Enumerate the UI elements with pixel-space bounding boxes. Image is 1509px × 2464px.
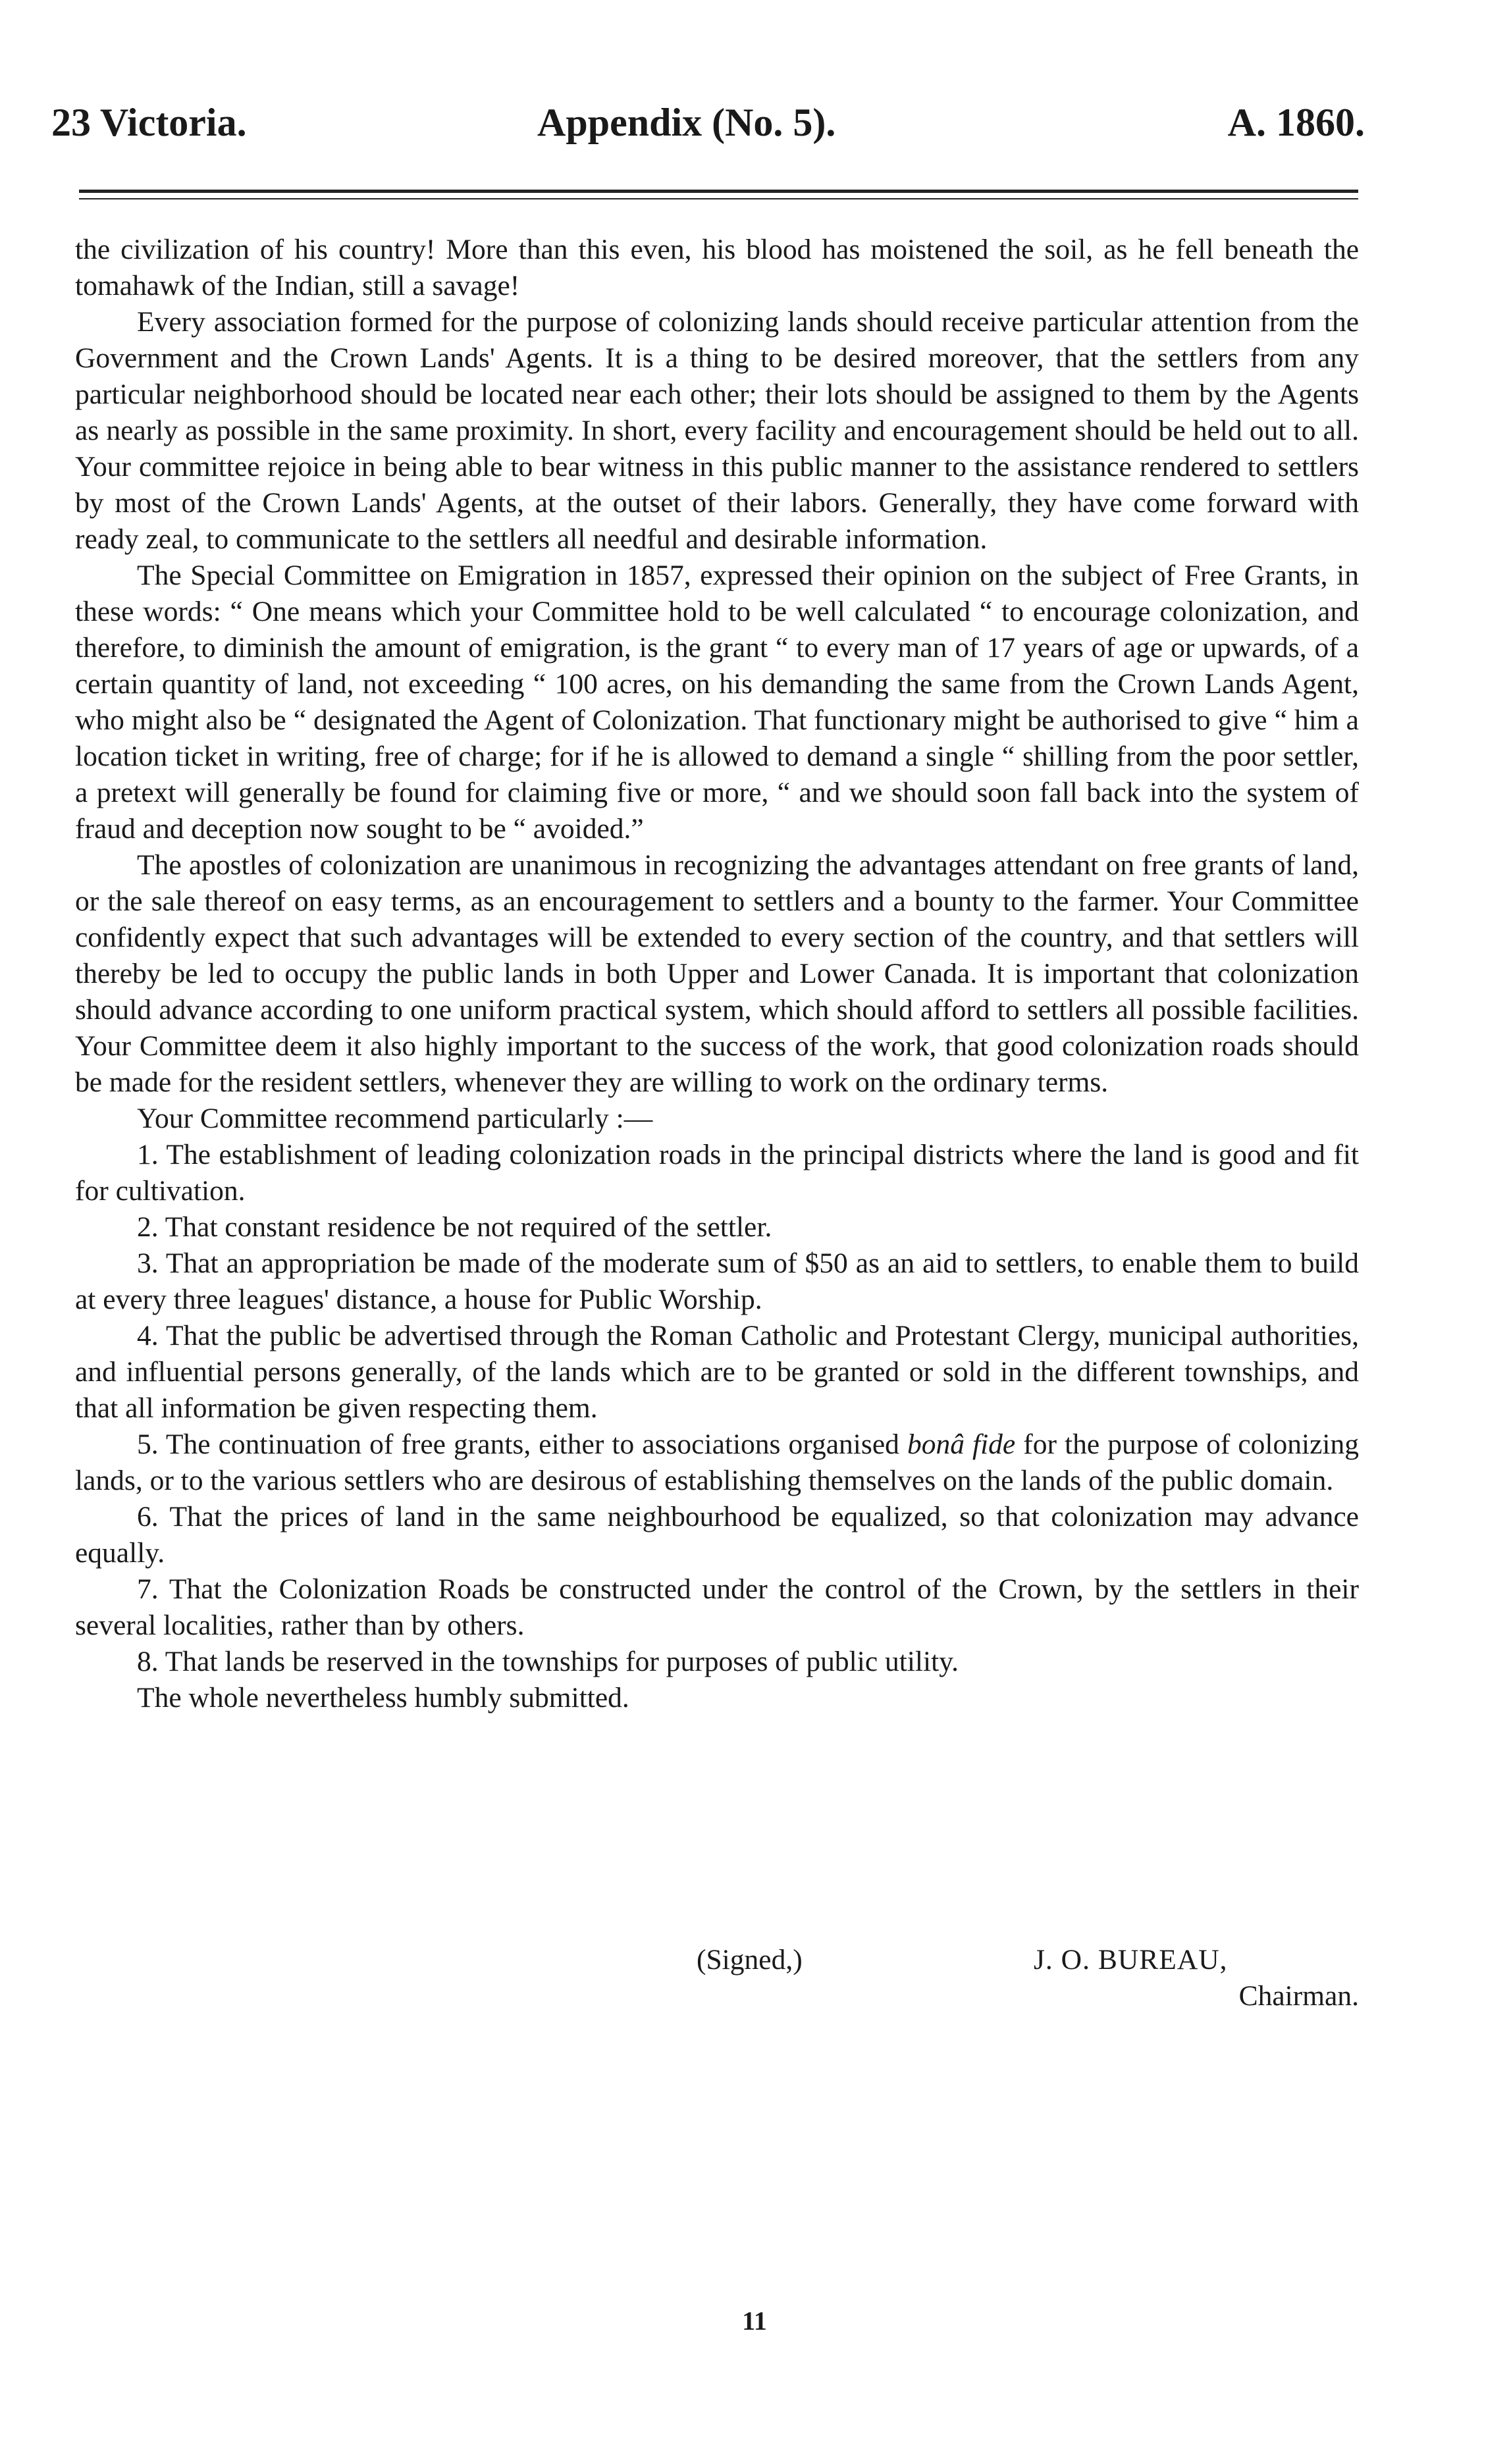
closing-line: The whole nevertheless humbly submitted. <box>137 1682 629 1714</box>
recommendation-5-start: 5. The continuation of free grants, either to associations organised <box>137 1429 907 1460</box>
header-session: 23 Victoria. <box>51 101 247 144</box>
recommendation-1: 1. The establishment of leading colonization roads in the principal districts where the land is good and fit for cultivation. <box>75 1139 1359 1207</box>
header-appendix: Appendix (No. 5). <box>537 101 836 144</box>
paragraph-continuation: the civilization of his country! More than this even, his blood has moistened the soil, as he fell beneath the tomahawk of the Indian, still a savage! <box>75 234 1359 301</box>
recommendation-3: 3. That an appropriation be made of the moderate sum of $50 as an aid to settlers, to enable them to build at every three leagues' distance, a house for Public Worship. <box>75 1247 1359 1315</box>
running-header <box>51 100 1365 153</box>
paragraph-apostles: The apostles of colonization are unanimous in recognizing the advantages attendant on free grants of land, or the sale thereof on easy terms, as an encouragement to settlers and a bounty to the farmer. Your Committee confidently expect that such advantages will be extended to every section of the country, and that settlers will thereby be led to occupy the public lands in both Upper and Lower Canada. It is important that colonization should advance according to one uniform practical system, which should afford to settlers all possible facilities. Your Committee deem it also highly important to the success of the work, that good colonization roads should be made for the resident settlers, whenever they are willing to work on the ordinary terms. <box>75 849 1359 1098</box>
page-number: 11 <box>742 2306 767 2336</box>
header-year: A. 1860. <box>1227 101 1365 144</box>
signed-label: (Signed,) <box>697 1944 803 1976</box>
paragraph-recommend: Your Committee recommend particularly :— <box>137 1103 653 1134</box>
header-rule-thin <box>79 198 1358 199</box>
recommendation-7: 7. That the Colonization Roads be constructed under the control of the Crown, by the settlers in their several localities, rather than by others. <box>75 1573 1359 1641</box>
header-rule-thick <box>79 190 1358 193</box>
recommendation-5-end: for the purpose of colonizing lands, or to the various settlers who are desirous of establishing themselves on the lands of the public domain. <box>75 1429 1359 1496</box>
report-body <box>75 232 1359 1716</box>
signatory-role: Chairman. <box>1238 1980 1359 2012</box>
recommendation-4: 4. That the public be advertised through the Roman Catholic and Protestant Clergy, municipal authorities, and influential persons generally, of the lands which are to be granted or sold in the different townships, and that all information be given respecting them. <box>75 1320 1359 1424</box>
recommendation-5-italic: bonâ fide <box>907 1429 1016 1460</box>
recommendation-8: 8. That lands be reserved in the townships for purposes of public utility. <box>137 1646 959 1677</box>
recommendation-5 <box>75 1427 1359 1499</box>
recommendation-6: 6. That the prices of land in the same neighbourhood be equalized, so that colonization may advance equally. <box>75 1501 1359 1569</box>
paragraph-quotation: The Special Committee on Emigration in 1857, expressed their opinion on the subject of Free Grants, in these words: “ One means which your Committee hold to be well calculated “ to encourage colonization, and therefore, to diminish the amount of emigration, is the grant “ to every man of 17 years of age or upwards, of a certain quantity of land, not exceeding “ 100 acres, on his demanding the same from the Crown Lands Agent, who might also be “ designated the Agent of Colonization. That functionary might be authorised to give “ him a location ticket in writing, free of charge; for if he is allowed to demand a single “ shilling from the poor settler, a pretext will generally be found for claiming five or more, “ and we should soon fall back into the system of fraud and deception now sought to be “ avoided.” <box>75 560 1359 845</box>
signatory-name: J. O. BUREAU, <box>1034 1944 1228 1976</box>
recommendation-2: 2. That constant residence be not required of the settler. <box>137 1211 772 1243</box>
signature-block <box>75 1942 1359 2021</box>
paragraph-associations: Every association formed for the purpose of colonizing lands should receive particular attention from the Government and the Crown Lands' Agents. It is a thing to be desired moreover, that the settlers from any particular neighborhood should be located near each other; their lots should be assigned to them by the Agents as nearly as possible in the same proximity. In short, every facility and encouragement should be held out to all. Your committee rejoice in being able to bear witness in this public manner to the assistance rendered to settlers by most of the Crown Lands' Agents, at the outset of their labors. Generally, they have come forward with ready zeal, to communicate to the settlers all needful and desirable information. <box>75 306 1359 555</box>
